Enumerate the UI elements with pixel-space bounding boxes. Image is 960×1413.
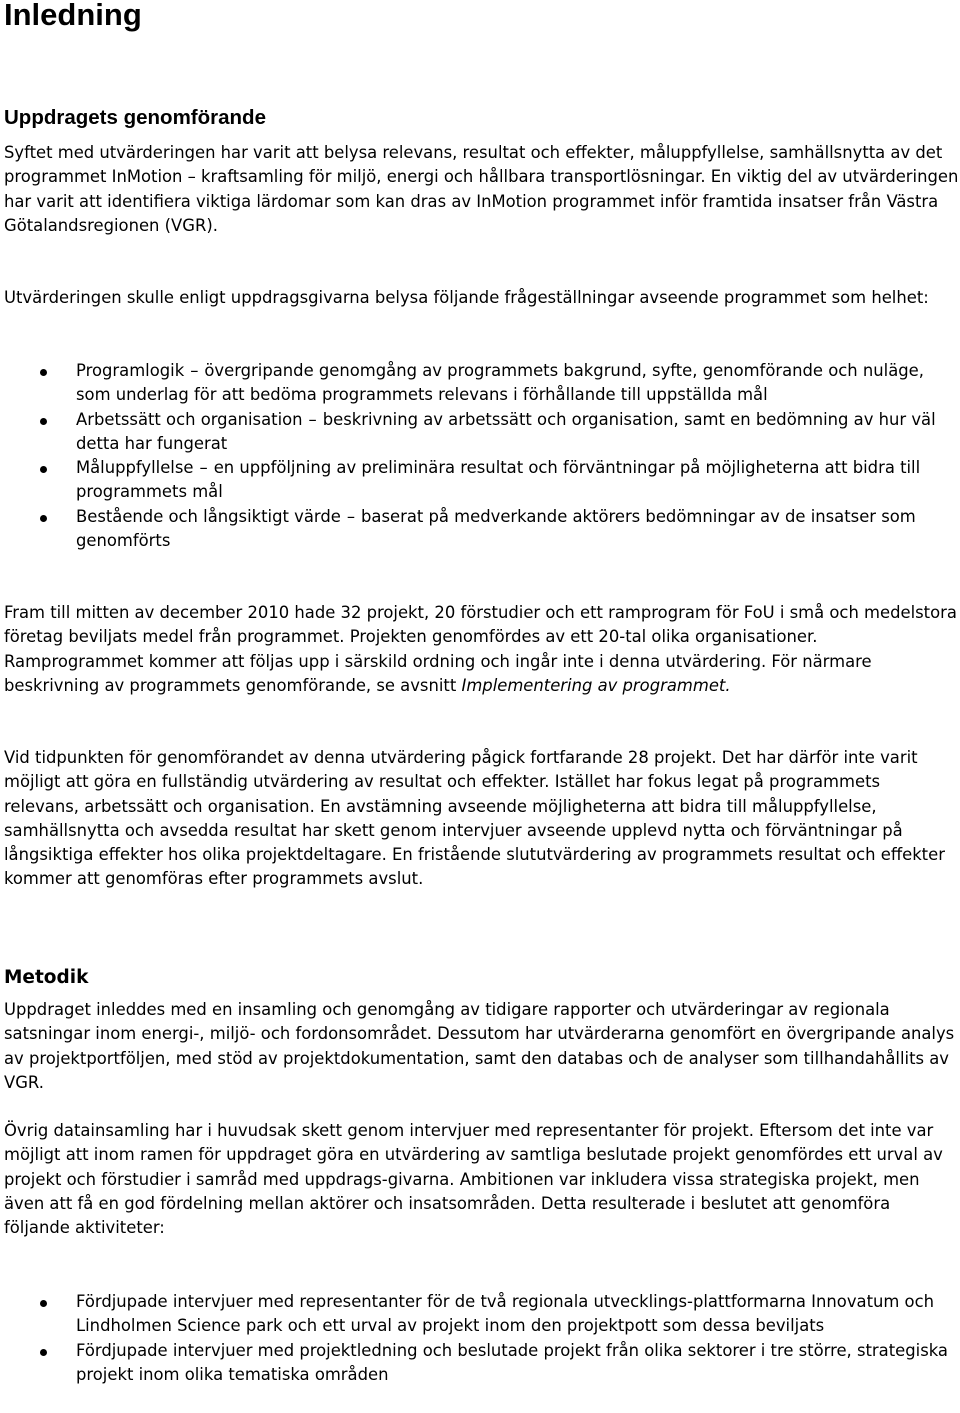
paragraph-fragestallningar: Utvärderingen skulle enligt uppdragsgivarna belysa följande frågeställningar avseende programmet som helhet: — [4, 288, 929, 307]
list-item-text: en uppföljning av preliminära resultat och förväntningar på möjligheterna att bidra till programmets mål — [76, 458, 921, 502]
bullet-icon — [40, 515, 47, 522]
page-title: Inledning — [4, 0, 142, 32]
bullet-list-fragestallningar — [4, 359, 960, 553]
section-heading-uppdragets-genomforande: Uppdragets genomförande — [4, 106, 266, 129]
paragraph-projekt-status — [4, 601, 960, 698]
list-item-term: Programlogik — [76, 361, 185, 380]
paragraph-metodik-intro: Uppdraget inleddes med en insamling och genomgång av tidigare rapporter och utvärderingar av regionala satsningar inom energi-, miljö- och fordonsområdet. Dessutom har utvärderarna genomfört en övergripande analys av projektportföljen, med stöd av projektdokumentation, samt den databas och de analyser som tillhandahållits av VGR. — [4, 1000, 955, 1092]
list-item-text: Fördjupade intervjuer med representanter för de två regionala utvecklings-plattformarna Innovatum och Lindholmen Science park och ett urval av projekt inom den projektpott som dessa beviljats — [76, 1292, 934, 1336]
bullet-icon — [40, 418, 47, 425]
paragraph-tidpunkt: Vid tidpunkten för genomförandet av denna utvärdering pågick fortfarande 28 projekt. Det har därför inte varit möjligt att göra en fullständig utvärdering av resultat och effekter. Istället har fokus legat på programmets relevans, arbetssätt och organisation. En avstämning avseende möjligheterna att bidra till måluppfyllelse, samhällsnytta och avsedda resultat har skett genom intervjuer avseende upplevd nytta och förväntningar på långsiktiga effekter hos olika projektdeltagare. En fristående slututvärdering av programmets resultat och effekter kommer att genomföras efter programmets avslut. — [4, 748, 945, 889]
list-item-text: Fördjupade intervjuer med projektledning och beslutade projekt från olika sektorer i tre större, strategiska projekt inom olika tematiska områden — [76, 1340, 948, 1384]
list-item-term: Måluppfyllelse — [76, 458, 194, 478]
list-item: Arbetssätt och organisation – beskrivning av arbetssätt och organisation, samt en bedömning av hur väl detta har fungerat — [4, 408, 960, 457]
list-item-term: Bestående och långsiktigt värde — [76, 506, 341, 526]
section-heading-metodik: Metodik — [4, 967, 89, 988]
list-item-text: övergripande genomgång av programmets bakgrund, syfte, genomförande och nuläge, som underlag för att bedöma programmets relevans i förhållande till uppställda mål — [76, 361, 924, 405]
paragraph-syfte — [4, 141, 960, 238]
bullet-icon — [40, 1300, 47, 1307]
list-item-text: beskrivning av arbetssätt och organisation, samt en bedömning av hur väl detta har fungerat — [76, 409, 936, 453]
bullet-list-aktiviteter — [4, 1290, 960, 1387]
section-reference: Implementering av programmet. — [461, 675, 731, 695]
list-item — [4, 1339, 960, 1388]
list-item-text: baserat på medverkande aktörers bedömningar av de insatser som genomförts — [76, 506, 916, 551]
list-item — [4, 1290, 960, 1339]
paragraph-projekt-status-text: Fram till mitten av december 2010 hade 32 projekt, 20 förstudier och ett ramprogram för FoU i små och medelstora företag beviljats medel från programmet. Projekten genomfördes av ett 20-tal olika organisationer. Ramprogrammet kommer att följas upp i särskild ordning och ingår inte i denna utvärdering. För närmare beskrivning av programmets genomförande, se avsnitt — [4, 603, 957, 695]
list-item: Måluppfyllelse – en uppföljning av preliminära resultat och förväntningar på möjligheterna att bidra till programmets mål — [4, 456, 960, 505]
paragraph-datainsamling: Övrig datainsamling har i huvudsak skett genom intervjuer med representanter för projekt. Eftersom det inte var möjligt att inom ramen för uppdraget göra en utvärdering av samtliga beslutade projekt genomfördes ett urval av projekt och förstudier i samråd med uppdrags-givarna. Ambitionen var inkludera vissa strategiska projekt, men även att få en god fördelning mellan aktörer och insatsområden. Detta resulterade i beslutet att genomföra följande aktiviteter: — [4, 1121, 943, 1238]
paragraph-syfte-text: Syftet med utvärderingen har varit att belysa relevans, resultat och effekter, måluppfyllelse, samhällsnytta av det programmet InMotion – kraftsamling för miljö, energi och hållbara transportlösningar. En viktig del av utvärderingen har varit att identifiera viktiga lärdomar som kan dras av InMotion programmet inför framtida insatser från Västra Götalandsregionen (VGR). — [4, 143, 959, 235]
list-item: Bestående och långsiktigt värde – baserat på medverkande aktörers bedömningar av de insatser som genomförts — [4, 505, 960, 554]
list-item: Programlogik – övergripande genomgång av programmets bakgrund, syfte, genomförande och nuläge, som underlag för att bedöma programmets relevans i förhållande till uppställda mål — [4, 359, 960, 408]
bullet-icon — [40, 369, 47, 376]
bullet-icon — [40, 466, 47, 473]
list-item-term: Arbetssätt och organisation — [76, 409, 303, 429]
bullet-icon — [40, 1349, 47, 1356]
